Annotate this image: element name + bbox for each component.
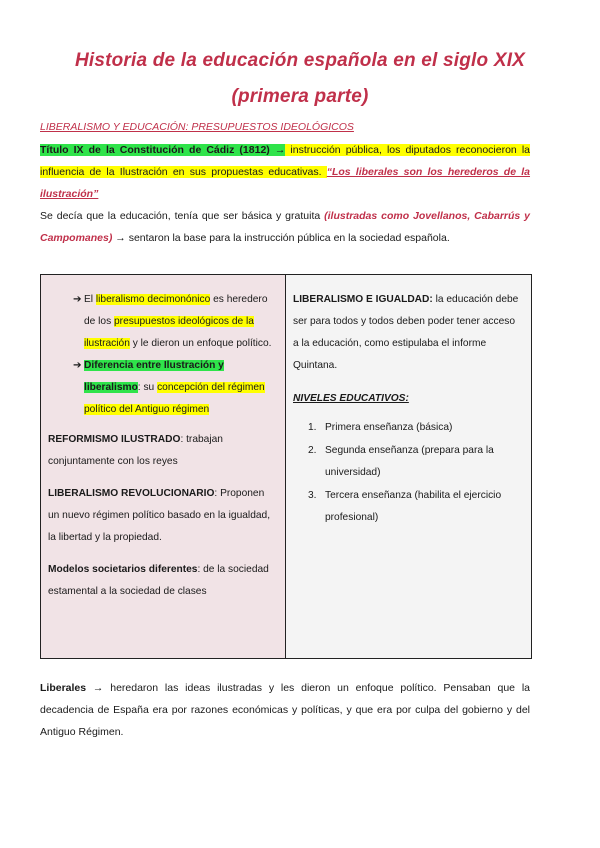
bullet-text-mid: es heredero de los [84,294,268,327]
nivel-text: Tercera enseñanza (habilita el ejercicio profesional) [325,490,502,523]
arrow-bullet-list [48,289,277,421]
list-item [48,355,277,421]
reformismo-text: : trabajan conjuntamente con los reyes [48,434,223,467]
ilustrados-names: (ilustradas como Jovellanos, Cabarrús y Campomanes) [40,210,531,244]
nivel-text: Segunda enseñanza (prepara para la universidad) [325,445,494,478]
nivel-text: Primera enseñanza (básica) [325,422,453,433]
reformismo-paragraph [48,429,277,473]
list-item [293,440,521,484]
list-number: 1. [308,422,317,433]
list-item [293,485,521,529]
liberales-label: Liberales [40,682,87,694]
bullet-text-pre: El [84,294,96,305]
niveles-list [293,417,521,529]
igualdad-text: la educación debe ser para todos y todos deben poder tener acceso a la educación, como estipulaba el informe Quintana. [293,294,519,371]
document-title-line-1: Historia de la educación española en el siglo XIX [74,50,526,71]
diferencia-highlight: Diferencia entre Ilustración y liberalismo [84,360,224,393]
table-right-cell [286,275,531,658]
modelos-text: : de la sociedad estamental a la sociedad de clases [48,564,269,597]
concepcion-highlight: concepción del régimen político del Antiguo régimen [84,382,265,415]
bullet-text-mid: : su [137,382,158,393]
section-heading: LIBERALISMO Y EDUCACIÓN: PRESUPUESTOS IDEOLÓGICOS [40,121,354,133]
arrow-icon: ➔ [73,294,82,305]
titulo-ix-highlight: Título IX de la Constitución de Cádiz (1812) → [40,144,286,156]
liberales-quote: “Los liberales son los herederos de la ilustración” [40,166,531,200]
list-item [48,289,277,355]
educacion-text: Se decía que la educación, tenía que ser básica y gratuita [40,210,325,222]
niveles-heading: NIVELES EDUCATIVOS: [293,393,409,404]
arrow-icon: ➔ [73,360,82,371]
liberalismo-revolucionario-paragraph [48,483,277,549]
bullet-text-post: y le dieron un enfoque político. [129,338,272,349]
liberalismo-decimononico-highlight: liberalismo decimonónico [95,294,211,305]
liberales-text: → heredaron las ideas ilustradas y les dieron un enfoque político. Pensaban que la decadencia de España era por razones económicas y políticas, y que era por culpa del gobierno y del Antiguo Régimen. [40,682,530,738]
list-number: 2. [308,445,317,456]
educacion-tail: → sentaron la base para la instrucción pública en la sociedad española. [112,232,450,244]
table-left-cell [41,275,286,658]
igualdad-label: LIBERALISMO E IGUALDAD: [293,294,433,305]
reformismo-label: REFORMISMO ILUSTRADO [48,434,181,445]
igualdad-paragraph [293,289,521,377]
comparison-table [40,274,532,659]
liberalismo-revolucionario-text: : Proponen un nuevo régimen político basado en la igualdad, la libertad y la propiedad. [48,488,271,543]
modelos-label: Modelos societarios diferentes [48,564,198,575]
presupuestos-highlight: presupuestos ideológicos de la ilustración [84,316,254,349]
intro-paragraph [40,139,530,205]
instruccion-publica-highlight: instrucción pública, los diputados reconocieron la influencia de la Ilustración en sus propuestas educativas. [40,144,531,178]
list-item [293,417,521,439]
list-number: 3. [308,490,317,501]
closing-paragraph [40,677,530,743]
document-title-line-2: (primera parte) [231,86,369,107]
educacion-paragraph [40,205,530,249]
modelos-paragraph [48,559,277,603]
liberalismo-revolucionario-label: LIBERALISMO REVOLUCIONARIO [48,488,215,499]
